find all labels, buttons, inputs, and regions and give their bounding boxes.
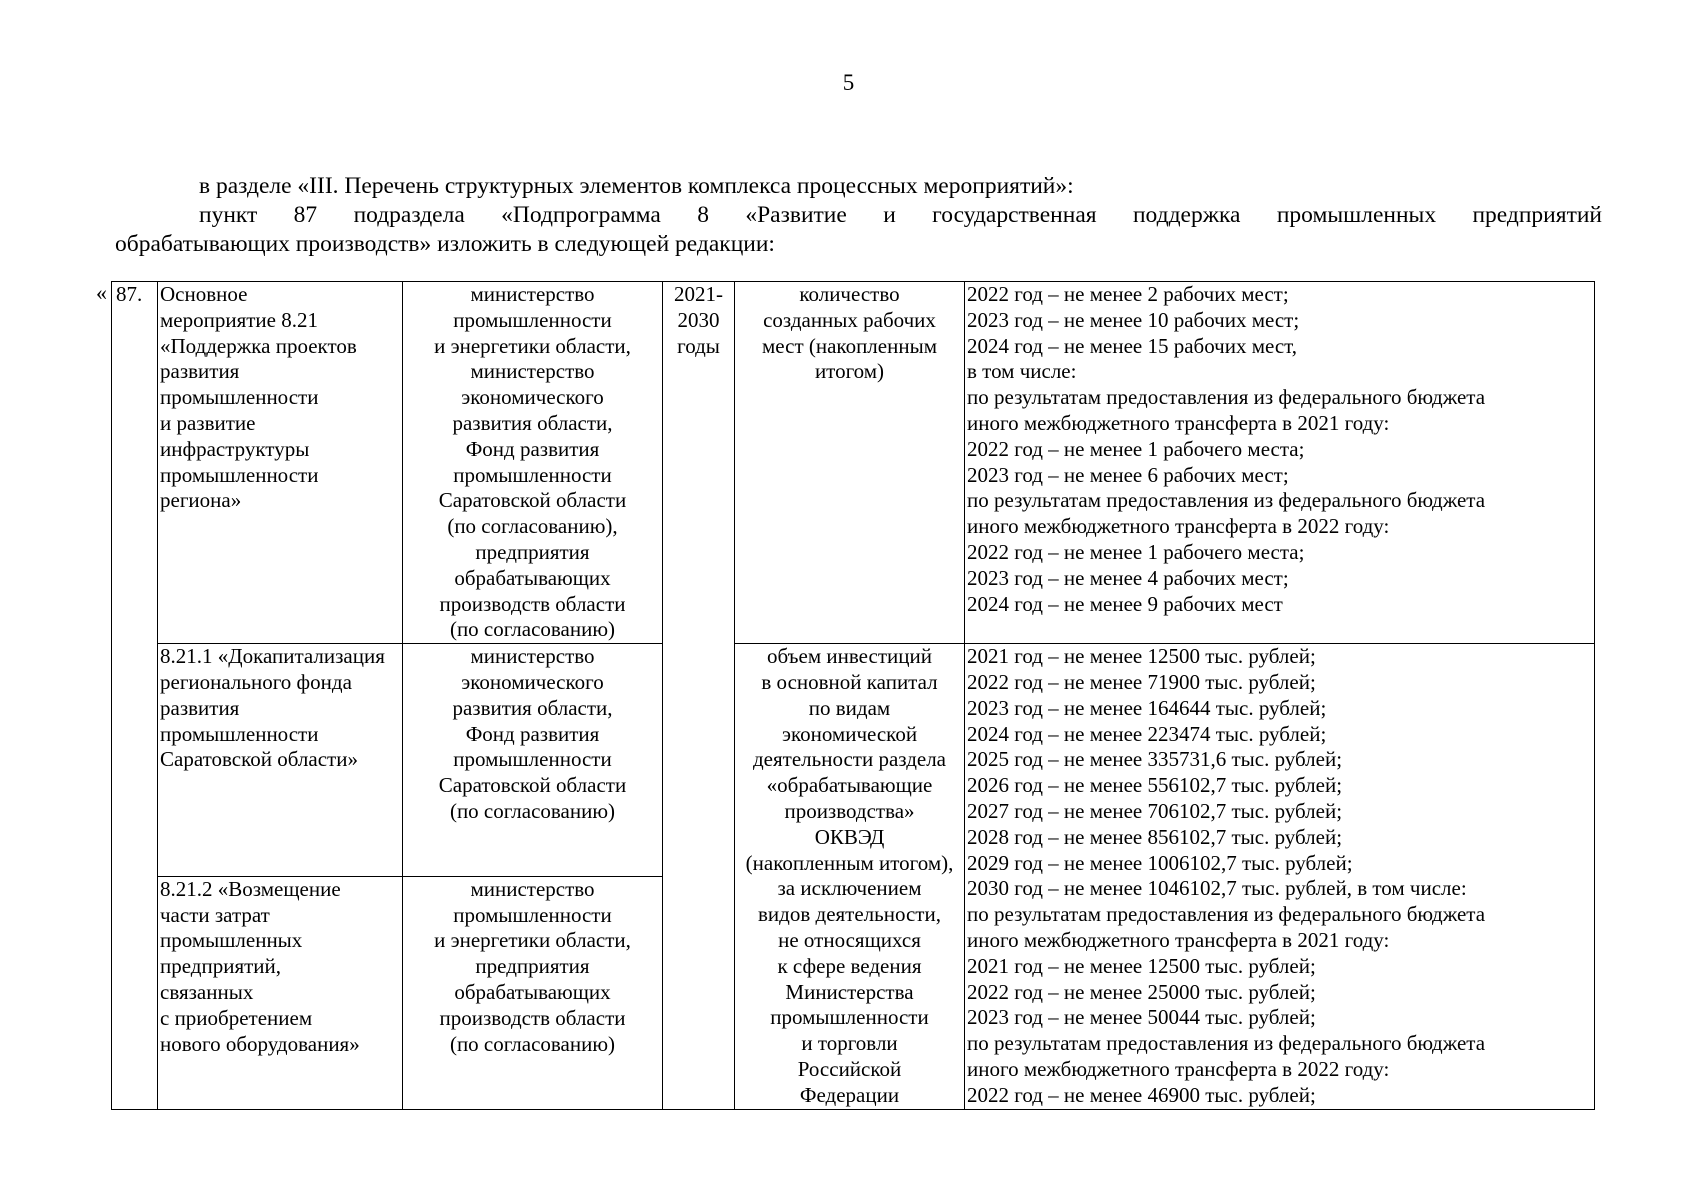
submeasure-values: 2021 год – не менее 12500 тыс. рублей; 2022 год – не менее 71900 тыс. рублей; 2023 год – не менее 164644 тыс. рублей; 2024 год – не менее 223474 тыс. рублей; 2025 год – не менее 335731,6 тыс. рублей; 2026 год – не менее 556102,7 тыс. рублей; 2027 год – не менее 706102,7 тыс. рублей; 2028 год – не менее 856102,7 тыс. рублей; 2029 год – не менее 1006102,7 тыс. рублей; 2030 год – не менее 1046102,7 тыс. рублей, в том числе: по результатам предоставления из федерального бюджета иного межбюджетного трансферта в 2021 году: 2021 год – не менее 12500 тыс. рублей; 2022 год – не менее 25000 тыс. рублей; 2023 год – не менее 50044 тыс. рублей; по результатам предоставления из федерального бюджета иного межбюджетного трансферта в 2022 году: 2022 год – не менее 46900 тыс. рублей; bbox=[965, 644, 1595, 1109]
row-number: 87. bbox=[112, 282, 158, 1110]
intro-line-1: в разделе «III. Перечень структурных элементов комплекса процессных мероприятий»: bbox=[199, 173, 1074, 199]
intro-line-3: обрабатывающих производств» изложить в следующей редакции: bbox=[115, 231, 775, 257]
measure-name: Основное мероприятие 8.21 «Поддержка проектов развития промышленности и развитие инфраструктуры промышленности региона» bbox=[158, 282, 403, 644]
table-row bbox=[112, 282, 1595, 644]
submeasure-indicator: объем инвестиций в основной капитал по видам экономической деятельности раздела «обрабатывающие производства» ОКВЭД (накопленным итогом), за исключением видов деятельности, не относящихся к сфере ведения Министерства промышленности и торговли Российской Федерации bbox=[735, 644, 965, 1109]
measure-executors: министерство промышленности и энергетики области, министерство экономического развития области, Фонд развития промышленности Саратовской области (по согласованию), предприятия обрабатывающих производств области (по согласованию) bbox=[403, 282, 663, 644]
measure-values: 2022 год – не менее 2 рабочих мест; 2023 год – не менее 10 рабочих мест; 2024 год – не менее 15 рабочих мест, в том числе: по результатам предоставления из федерального бюджета иного межбюджетного трансферта в 2021 году: 2022 год – не менее 1 рабочего места; 2023 год – не менее 6 рабочих мест; по результатам предоставления из федерального бюджета иного межбюджетного трансферта в 2022 году: 2022 год – не менее 1 рабочего места; 2023 год – не менее 4 рабочих мест; 2024 год – не менее 9 рабочих мест bbox=[965, 282, 1595, 644]
table-row bbox=[112, 644, 1595, 877]
page-number: 5 bbox=[842, 70, 855, 95]
opening-quote: « bbox=[96, 280, 107, 305]
submeasure-name: 8.21.2 «Возмещение части затрат промышленных предприятий, связанных с приобретением нового оборудования» bbox=[158, 876, 403, 1109]
submeasure-executors: министерство экономического развития области, Фонд развития промышленности Саратовской области (по согласованию) bbox=[403, 644, 663, 877]
intro-line-2: пункт 87 подраздела «Подпрограмма 8 «Развитие и государственная поддержка промышленных предприятий bbox=[199, 202, 1602, 228]
measures-table bbox=[111, 281, 1595, 1110]
submeasure-name: 8.21.1 «Докапитализация регионального фонда развития промышленности Саратовской области» bbox=[158, 644, 403, 877]
intro-text bbox=[115, 172, 1602, 259]
measure-indicator: количество созданных рабочих мест (накопленным итогом) bbox=[735, 282, 965, 644]
submeasure-executors: министерство промышленности и энергетики области, предприятия обрабатывающих производств области (по согласованию) bbox=[403, 876, 663, 1109]
measure-term: 2021- 2030 годы bbox=[663, 282, 735, 1110]
